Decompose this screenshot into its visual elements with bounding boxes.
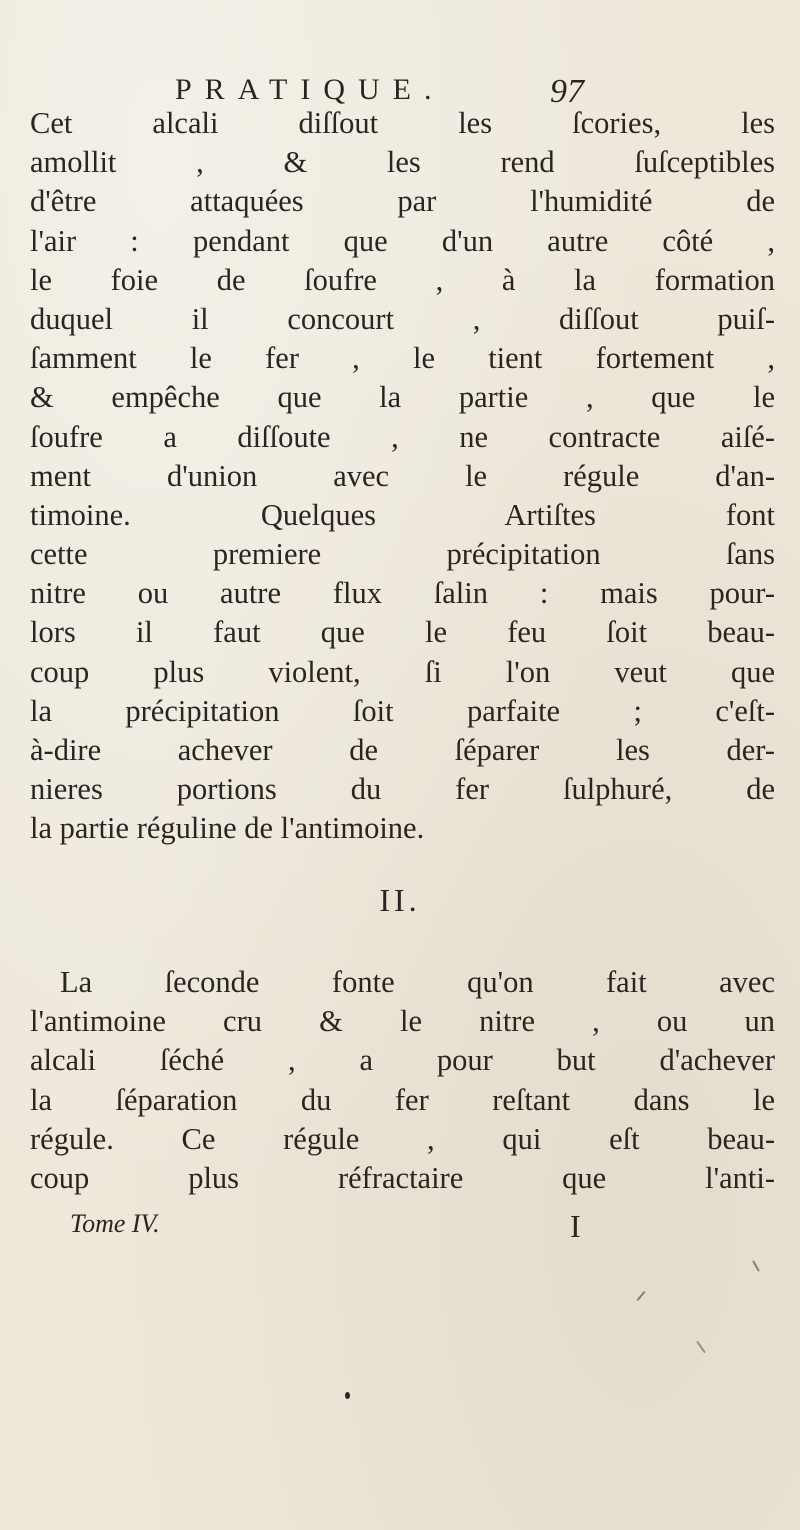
gathering-signature: I xyxy=(570,1208,581,1244)
paragraph-1 xyxy=(30,104,775,849)
text-line: ment d'union avec le régule d'an- xyxy=(30,458,775,493)
text-line: duquel il concourt , diſſout puiſ- xyxy=(30,301,775,336)
text-line: cette premiere précipitation ſans xyxy=(30,537,775,572)
ink-speck xyxy=(636,1291,645,1301)
text-line: la précipitation ſoit parfaite ; c'eſt- xyxy=(30,693,775,728)
text-line: ſamment le fer , le tient fortement , xyxy=(30,341,775,376)
text-line: ſoufre a diſſoute , ne contracte aiſé- xyxy=(30,419,775,454)
text-line: la ſéparation du fer reſtant dans le xyxy=(30,1082,775,1117)
text-line: alcali ſéché , a pour but d'achever xyxy=(30,1043,775,1078)
text-line: la partie réguline de l'antimoine. xyxy=(30,811,425,846)
text-line: lors il faut que le feu ſoit beau- xyxy=(30,615,775,650)
text-line: à-dire achever de ſéparer les der- xyxy=(30,733,775,767)
text-line: nitre ou autre flux ſalin : mais pour- xyxy=(30,576,775,611)
text-line: & empêche que la partie , que le xyxy=(30,380,775,415)
text-line: La ſeconde fonte qu'on fait avec xyxy=(60,965,775,999)
text-line: amollit , & les rend ſuſceptibles xyxy=(30,145,775,180)
page-footer xyxy=(70,1206,600,1242)
ink-speck xyxy=(752,1260,760,1271)
text-line: régule. Ce régule , qui eſt beau- xyxy=(30,1121,775,1156)
text-line: l'antimoine cru & le nitre , ou un xyxy=(30,1004,775,1039)
text-line: coup plus violent, ſi l'on veut que xyxy=(30,654,775,689)
text-line: le foie de ſoufre , à la formation xyxy=(30,262,775,297)
volume-label: Tome IV. xyxy=(70,1209,160,1238)
text-line: coup plus réfractaire que l'anti- xyxy=(30,1160,775,1195)
section-number: II. xyxy=(379,882,421,918)
paragraph-2 xyxy=(30,963,775,1198)
ink-speck xyxy=(696,1341,706,1354)
text-line: nieres portions du fer ſulphuré, de xyxy=(30,772,775,807)
text-line: d'être attaquées par l'humidité de xyxy=(30,184,775,219)
ink-speck xyxy=(345,1392,350,1399)
page-number: 97 xyxy=(550,73,584,110)
text-line: Cet alcali diſſout les ſcories, les xyxy=(30,106,775,140)
text-line: timoine. Quelques Artiſtes font xyxy=(30,497,775,532)
running-title: PRATIQUE. xyxy=(175,73,445,106)
text-line: l'air : pendant que d'un autre côté , xyxy=(30,223,775,258)
